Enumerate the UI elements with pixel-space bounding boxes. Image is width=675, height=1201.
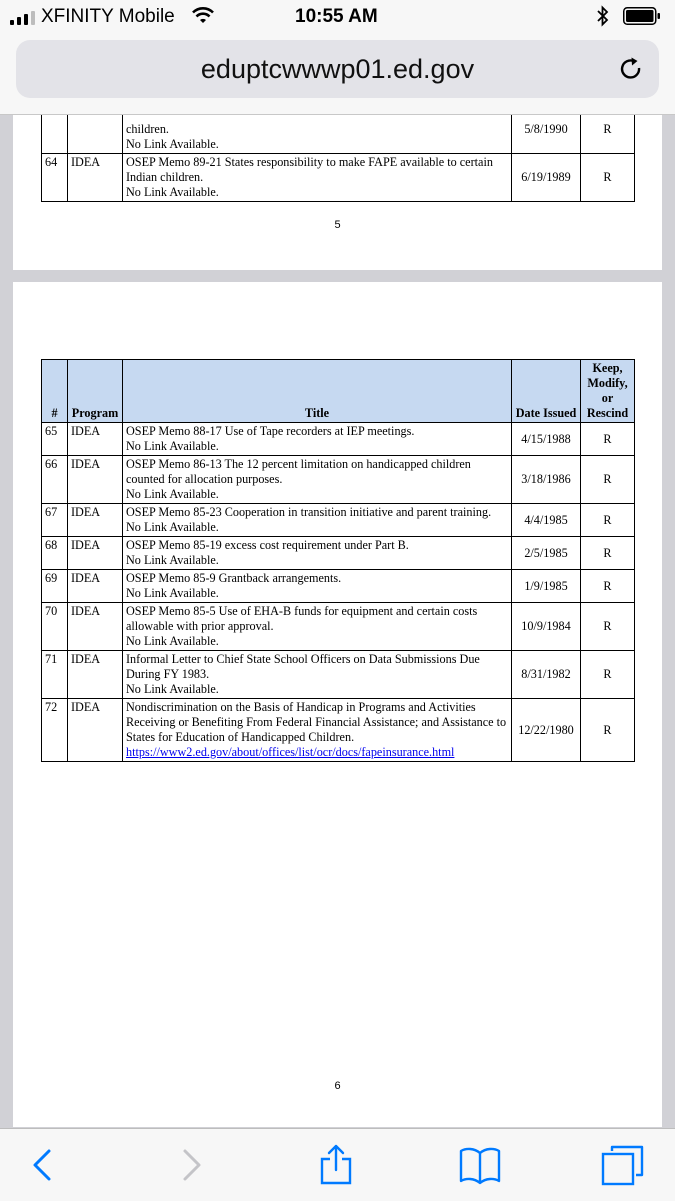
row-number xyxy=(42,115,68,154)
row-program: IDEA xyxy=(68,537,123,570)
row-title xyxy=(123,537,512,570)
row-date: 8/31/1982 xyxy=(512,651,581,699)
signal-icon xyxy=(10,9,35,25)
row-title-text: OSEP Memo 89-21 States responsibility to make FAPE available to certain Indian children. xyxy=(126,155,493,184)
row-link-note: No Link Available. xyxy=(126,520,219,534)
row-title-text: OSEP Memo 85-23 Cooperation in transition initiative and parent training. xyxy=(126,505,492,519)
header-number: # xyxy=(42,360,68,423)
row-number: 70 xyxy=(42,603,68,651)
row-action: R xyxy=(581,154,635,202)
row-action: R xyxy=(581,651,635,699)
table-row xyxy=(42,115,635,154)
row-number: 64 xyxy=(42,154,68,202)
row-program: IDEA xyxy=(68,570,123,603)
row-program: IDEA xyxy=(68,651,123,699)
row-date: 4/15/1988 xyxy=(512,423,581,456)
header-action: Keep, Modify, or Rescind xyxy=(581,360,635,423)
row-title xyxy=(123,603,512,651)
row-number: 69 xyxy=(42,570,68,603)
carrier-name: XFINITY Mobile xyxy=(41,6,175,27)
row-title xyxy=(123,115,512,154)
table-row xyxy=(42,423,635,456)
row-action: R xyxy=(581,603,635,651)
pdf-page-5 xyxy=(13,115,662,270)
row-title-text: OSEP Memo 85-9 Grantback arrangements. xyxy=(126,571,342,585)
header-date-issued: Date Issued xyxy=(512,360,581,423)
row-link-note: No Link Available. xyxy=(126,137,219,151)
records-table-page-5 xyxy=(41,115,635,202)
row-date: 1/9/1985 xyxy=(512,570,581,603)
url-text[interactable]: eduptcwwwp01.ed.gov xyxy=(200,54,475,84)
header-title: Title xyxy=(123,360,512,423)
row-action: R xyxy=(581,537,635,570)
row-link-note: No Link Available. xyxy=(126,185,219,199)
reload-icon[interactable] xyxy=(617,55,645,83)
row-date: 4/4/1985 xyxy=(512,504,581,537)
table-row xyxy=(42,603,635,651)
row-date: 2/5/1985 xyxy=(512,537,581,570)
status-bar xyxy=(0,0,675,34)
row-action: R xyxy=(581,115,635,154)
row-number: 66 xyxy=(42,456,68,504)
bookmarks-icon[interactable] xyxy=(458,1143,502,1187)
pdf-viewport[interactable] xyxy=(0,115,675,1128)
forward-icon[interactable] xyxy=(170,1143,214,1187)
row-number: 65 xyxy=(42,423,68,456)
row-link-note: No Link Available. xyxy=(126,553,219,567)
row-action: R xyxy=(581,423,635,456)
row-program xyxy=(68,115,123,154)
table-row xyxy=(42,154,635,202)
row-program: IDEA xyxy=(68,699,123,762)
row-link-note: No Link Available. xyxy=(126,634,219,648)
table-row xyxy=(42,651,635,699)
address-bar[interactable] xyxy=(16,40,659,98)
row-number: 67 xyxy=(42,504,68,537)
bluetooth-icon xyxy=(596,4,610,28)
row-date: 10/9/1984 xyxy=(512,603,581,651)
fapeinsurance-link[interactable]: https://www2.ed.gov/about/offices/list/ocr/docs/fapeinsurance.html xyxy=(126,745,455,759)
table-row xyxy=(42,456,635,504)
row-program: IDEA xyxy=(68,423,123,456)
row-date: 3/18/1986 xyxy=(512,456,581,504)
row-title-text: children. xyxy=(126,122,169,136)
header-program: Program xyxy=(68,360,123,423)
row-program: IDEA xyxy=(68,154,123,202)
row-action: R xyxy=(581,504,635,537)
table-row xyxy=(42,504,635,537)
row-date: 12/22/1980 xyxy=(512,699,581,762)
row-program: IDEA xyxy=(68,456,123,504)
row-link-note: No Link Available. xyxy=(126,682,219,696)
row-link-note: No Link Available. xyxy=(126,439,219,453)
row-title xyxy=(123,456,512,504)
table-row xyxy=(42,537,635,570)
browser-toolbar xyxy=(0,1128,675,1201)
row-program: IDEA xyxy=(68,603,123,651)
row-title xyxy=(123,423,512,456)
row-title xyxy=(123,699,512,762)
row-date: 6/19/1989 xyxy=(512,154,581,202)
table-row xyxy=(42,699,635,762)
row-action: R xyxy=(581,456,635,504)
row-link-note: No Link Available. xyxy=(126,487,219,501)
row-action: R xyxy=(581,699,635,762)
row-title-text: OSEP Memo 85-5 Use of EHA-B funds for equipment and certain costs allowable with prior approval. xyxy=(126,604,478,633)
row-title-text: Nondiscrimination on the Basis of Handicap in Programs and Activities Receiving or Benefiting From Federal Financial Assistance; and Assistance to States for Education of Handicapped Children. xyxy=(126,700,507,744)
row-number: 72 xyxy=(42,699,68,762)
row-title xyxy=(123,651,512,699)
row-date: 5/8/1990 xyxy=(512,115,581,154)
row-action: R xyxy=(581,570,635,603)
table-row xyxy=(42,570,635,603)
tabs-icon[interactable] xyxy=(600,1143,644,1187)
row-program: IDEA xyxy=(68,504,123,537)
row-title xyxy=(123,504,512,537)
row-title xyxy=(123,570,512,603)
records-table-page-6 xyxy=(41,359,635,762)
wifi-icon xyxy=(191,6,215,26)
back-icon[interactable] xyxy=(20,1143,64,1187)
row-title-text: OSEP Memo 86-13 The 12 percent limitation on handicapped children counted for allocation purposes. xyxy=(126,457,471,486)
row-number: 71 xyxy=(42,651,68,699)
status-time: 10:55 AM xyxy=(295,6,378,27)
row-link-note: No Link Available. xyxy=(126,586,219,600)
page-number: 5 xyxy=(334,219,341,231)
browser-address-area xyxy=(0,34,675,115)
row-number: 68 xyxy=(42,537,68,570)
share-icon[interactable] xyxy=(314,1143,358,1187)
table-header-row xyxy=(42,360,635,423)
battery-icon xyxy=(623,7,661,25)
row-title xyxy=(123,154,512,202)
row-title-text: OSEP Memo 85-19 excess cost requirement under Part B. xyxy=(126,538,409,552)
row-title-text: Informal Letter to Chief State School Officers on Data Submissions Due During FY 1983. xyxy=(126,652,480,681)
row-title-text: OSEP Memo 88-17 Use of Tape recorders at IEP meetings. xyxy=(126,424,415,438)
pdf-page-6 xyxy=(13,282,662,1127)
page-number: 6 xyxy=(334,1080,341,1092)
